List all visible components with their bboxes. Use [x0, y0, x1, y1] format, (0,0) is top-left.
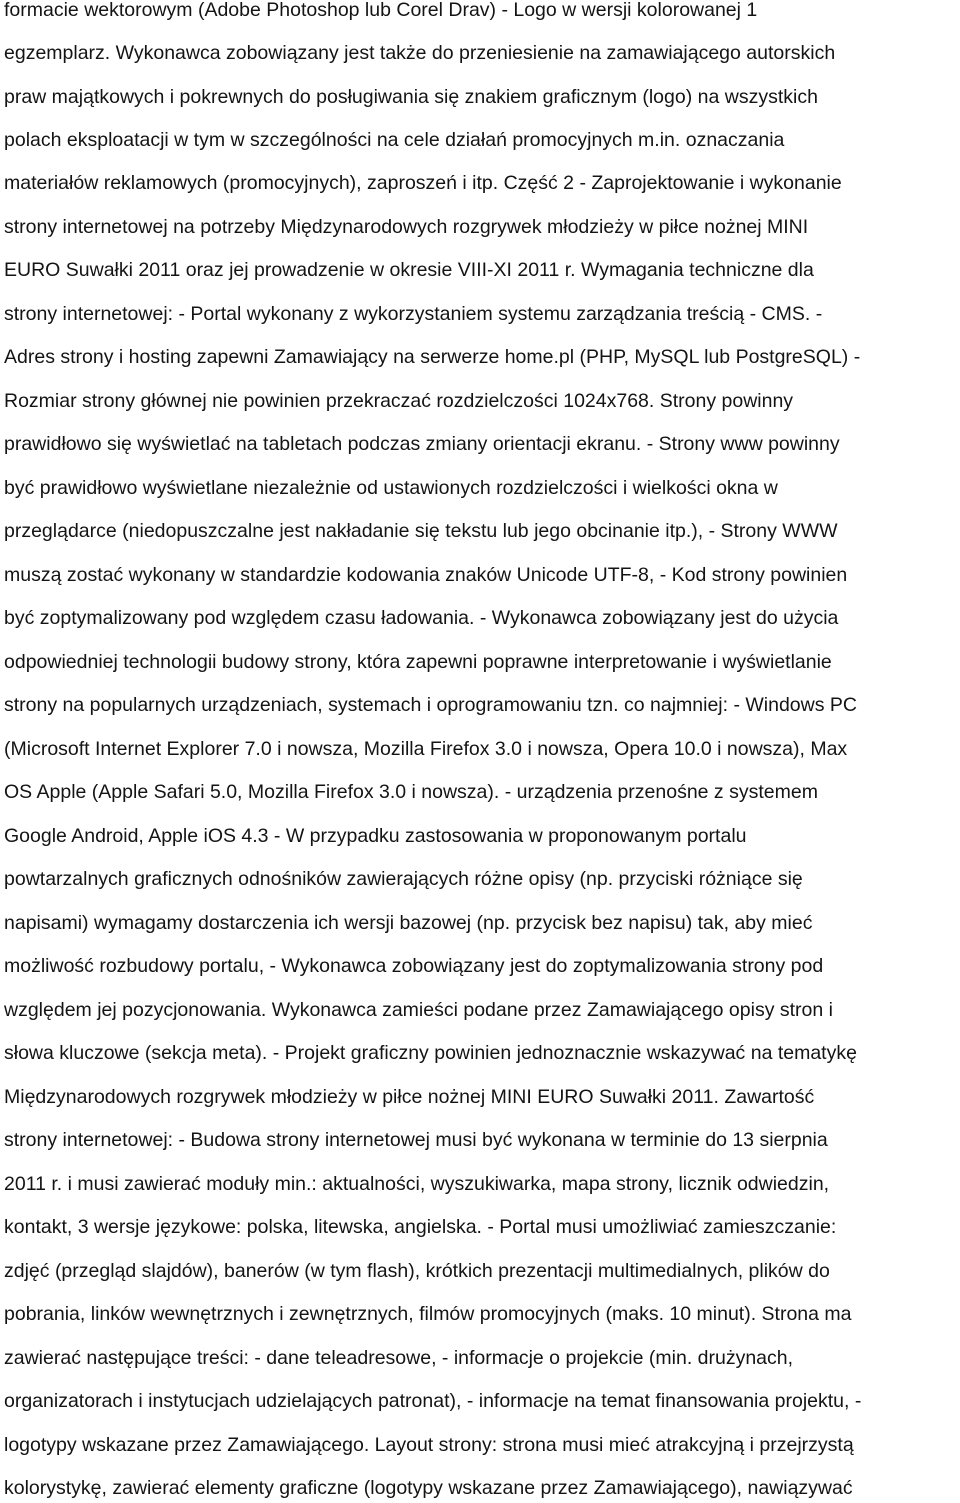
text-line: praw majątkowych i pokrewnych do posługiwania się znakiem graficznym (logo) na wszystkich: [4, 86, 818, 108]
text-line: EURO Suwałki 2011 oraz jej prowadzenie w okresie VIII-XI 2011 r. Wymagania techniczne dla: [4, 259, 814, 281]
text-line: strony internetowej: - Portal wykonany z wykorzystaniem systemu zarządzania treścią - CMS. -: [4, 303, 823, 325]
text-line: OS Apple (Apple Safari 5.0, Mozilla Firefox 3.0 i nowsza). - urządzenia przenośne z systemem: [4, 781, 818, 803]
text-line: słowa kluczowe (sekcja meta). - Projekt graficzny powinien jednoznacznie wskazywać na tematykę: [4, 1042, 857, 1064]
text-line: strony internetowej: - Budowa strony internetowej musi być wykonana w terminie do 13 sierpnia: [4, 1129, 828, 1151]
text-line: Międzynarodowych rozgrywek młodzieży w piłce nożnej MINI EURO Suwałki 2011. Zawartość: [4, 1086, 815, 1108]
text-line: strony na popularnych urządzeniach, systemach i oprogramowaniu tzn. co najmniej: - Windows PC: [4, 694, 857, 716]
text-line: formacie wektorowym (Adobe Photoshop lub Corel Drav) - Logo w wersji kolorowanej 1: [4, 0, 758, 21]
text-line: względem jej pozycjonowania. Wykonawca zamieści podane przez Zamawiającego opisy stron i: [4, 999, 833, 1021]
text-line: organizatorach i instytucjach udzielających patronat), - informacje na temat finansowania projektu, -: [4, 1390, 862, 1412]
text-line: zawierać następujące treści: - dane teleadresowe, - informacje o projekcie (min. drużynach,: [4, 1347, 794, 1369]
text-line: prawidłowo się wyświetlać na tabletach podczas zmiany orientacji ekranu. - Strony www powinny: [4, 433, 840, 455]
text-line: zdjęć (przegląd slajdów), banerów (w tym flash), krótkich prezentacji multimedialnych, plików do: [4, 1260, 830, 1282]
text-line: egzemplarz. Wykonawca zobowiązany jest także do przeniesienie na zamawiającego autorskich: [4, 42, 836, 64]
text-line: strony internetowej na potrzeby Międzynarodowych rozgrywek młodzieży w piłce nożnej MINI: [4, 216, 809, 238]
text-line: muszą zostać wykonany w standardzie kodowania znaków Unicode UTF-8, - Kod strony powinien: [4, 564, 848, 586]
text-line: pobrania, linków wewnętrznych i zewnętrznych, filmów promocyjnych (maks. 10 minut). Strona ma: [4, 1303, 852, 1325]
text-line: napisami) wymagamy dostarczenia ich wersji bazowej (np. przycisk bez napisu) tak, aby mieć: [4, 912, 813, 934]
text-line: 2011 r. i musi zawierać moduły min.: aktualności, wyszukiwarka, mapa strony, licznik odwiedzin,: [4, 1173, 830, 1195]
text-line: Rozmiar strony głównej nie powinien przekraczać rozdzielczości 1024x768. Strony powinny: [4, 390, 794, 412]
text-line: kontakt, 3 wersje językowe: polska, litewska, angielska. - Portal musi umożliwiać zamieszczanie:: [4, 1216, 837, 1238]
text-line: kolorystykę, zawierać elementy graficzne (logotypy wskazane przez Zamawiającego), nawiązywać: [4, 1477, 853, 1499]
text-line: możliwość rozbudowy portalu, - Wykonawca zobowiązany jest do zoptymalizowania strony pod: [4, 955, 824, 977]
text-line: Google Android, Apple iOS 4.3 - W przypadku zastosowania w proponowanym portalu: [4, 825, 747, 847]
text-line: polach eksploatacji w tym w szczególności na cele działań promocyjnych m.in. oznaczania: [4, 129, 785, 151]
text-line: logotypy wskazane przez Zamawiającego. Layout strony: strona musi mieć atrakcyjną i przejrzystą: [4, 1434, 854, 1456]
text-line: (Microsoft Internet Explorer 7.0 i nowsza, Mozilla Firefox 3.0 i nowsza, Opera 10.0 i nowsza), Max: [4, 738, 848, 760]
text-line: być prawidłowo wyświetlane niezależnie od ustawionych rozdzielczości i wielkości okna w: [4, 477, 778, 499]
text-line: odpowiedniej technologii budowy strony, która zapewni poprawne interpretowanie i wyświetlanie: [4, 651, 832, 673]
text-line: materiałów reklamowych (promocyjnych), zaproszeń i itp. Część 2 - Zaprojektowanie i wykonanie: [4, 172, 842, 194]
text-line: być zoptymalizowany pod względem czasu ładowania. - Wykonawca zobowiązany jest do użycia: [4, 607, 839, 629]
text-line: Adres strony i hosting zapewni Zamawiający na serwerze home.pl (PHP, MySQL lub PostgreSQL) -: [4, 346, 861, 368]
text-line: powtarzalnych graficznych odnośników zawierających różne opisy (np. przyciski różniące się: [4, 868, 803, 890]
text-line: przeglądarce (niedopuszczalne jest nakładanie się tekstu lub jego obcinanie itp.), - Strony WWW: [4, 520, 838, 542]
